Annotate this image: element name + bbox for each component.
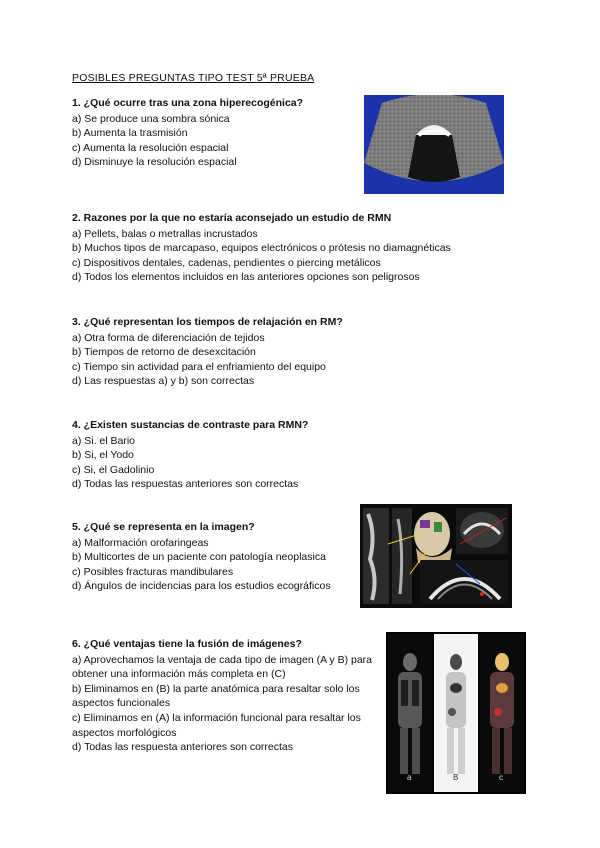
option-b: b) Muchos tipos de marcapaso, equipos electrónicos o prótesis no diamagnéticas	[72, 242, 451, 255]
question-6	[72, 637, 380, 755]
option-b: b) Eliminamos en (B) la parte anatómica para resaltar solo los aspectos funcionales	[72, 682, 360, 710]
page-title: POSIBLES PREGUNTAS TIPO TEST 5ª PRUEBA	[72, 72, 315, 84]
question-4	[72, 418, 308, 492]
option-b: b) Si, el Yodo	[72, 449, 134, 462]
option-d: d) Todas las respuestas anteriores son correctas	[72, 478, 299, 491]
question-1	[72, 96, 303, 170]
option-c: c) Dispositivos dentales, cadenas, pendientes o piercing metálicos	[72, 256, 381, 269]
option-a: a) Malformación orofaringeas	[72, 536, 209, 549]
option-c: c) Si, el Gadolinio	[72, 463, 155, 476]
option-b: b) Tiempos de retorno de desexcitación	[72, 346, 256, 359]
option-a: a) Otra forma de diferenciación de tejidos	[72, 331, 265, 344]
ultrasound-image	[364, 95, 504, 194]
panel-label-b: B	[453, 773, 459, 782]
question-text: 5. ¿Qué se representa en la imagen?	[72, 521, 255, 533]
option-d: d) Todos los elementos incluidos en las anteriores opciones son peligrosos	[72, 271, 420, 284]
option-d: d) Las respuestas a) y b) son correctas	[72, 375, 255, 388]
question-text: 2. Razones por la que no estaría aconsejado un estudio de RMN	[72, 212, 392, 224]
option-c: c) Eliminamos en (A) la información funcional para resaltar los aspectos morfológicos	[72, 711, 361, 739]
question-text: 1. ¿Qué ocurre tras una zona hiperecogénica?	[72, 97, 304, 109]
ct-mandible-image	[360, 504, 512, 608]
panel-label-c: c	[499, 773, 503, 782]
question-text: 4. ¿Existen sustancias de contraste para RMN?	[72, 419, 309, 431]
option-d: d) Todas las respuesta anteriores son correctas	[72, 741, 294, 754]
question-3	[72, 315, 343, 389]
option-a: a) Pellets, balas o metrallas incrustados	[72, 227, 258, 240]
option-c: c) Aumenta la resolución espacial	[72, 141, 229, 154]
panel-label-a: a	[407, 773, 412, 782]
question-5	[72, 520, 331, 594]
option-b: b) Multicortes de un paciente con patología neoplasica	[72, 551, 326, 564]
option-a: a) Si. el Bario	[72, 434, 136, 447]
question-text: 6. ¿Qué ventajas tiene la fusión de imágenes?	[72, 638, 302, 650]
option-b: b) Aumenta la trasmisión	[72, 127, 188, 140]
question-text: 3. ¿Qué representan los tiempos de relajación en RM?	[72, 316, 343, 328]
pet-ct-fusion-image	[386, 632, 526, 794]
option-d: d) Disminuye la resolución espacial	[72, 156, 237, 169]
option-c: c) Posibles fracturas mandibulares	[72, 565, 234, 578]
option-a: a) Aprovechamos la ventaja de cada tipo de imagen (A y B) para obtener una información más completa en (C)	[72, 653, 373, 681]
option-d: d) Ángulos de incidencias para los estudios ecográficos	[72, 580, 331, 593]
question-2	[72, 211, 451, 285]
option-a: a) Se produce una sombra sónica	[72, 112, 230, 125]
option-c: c) Tiempo sin actividad para el enfriamiento del equipo	[72, 360, 326, 373]
